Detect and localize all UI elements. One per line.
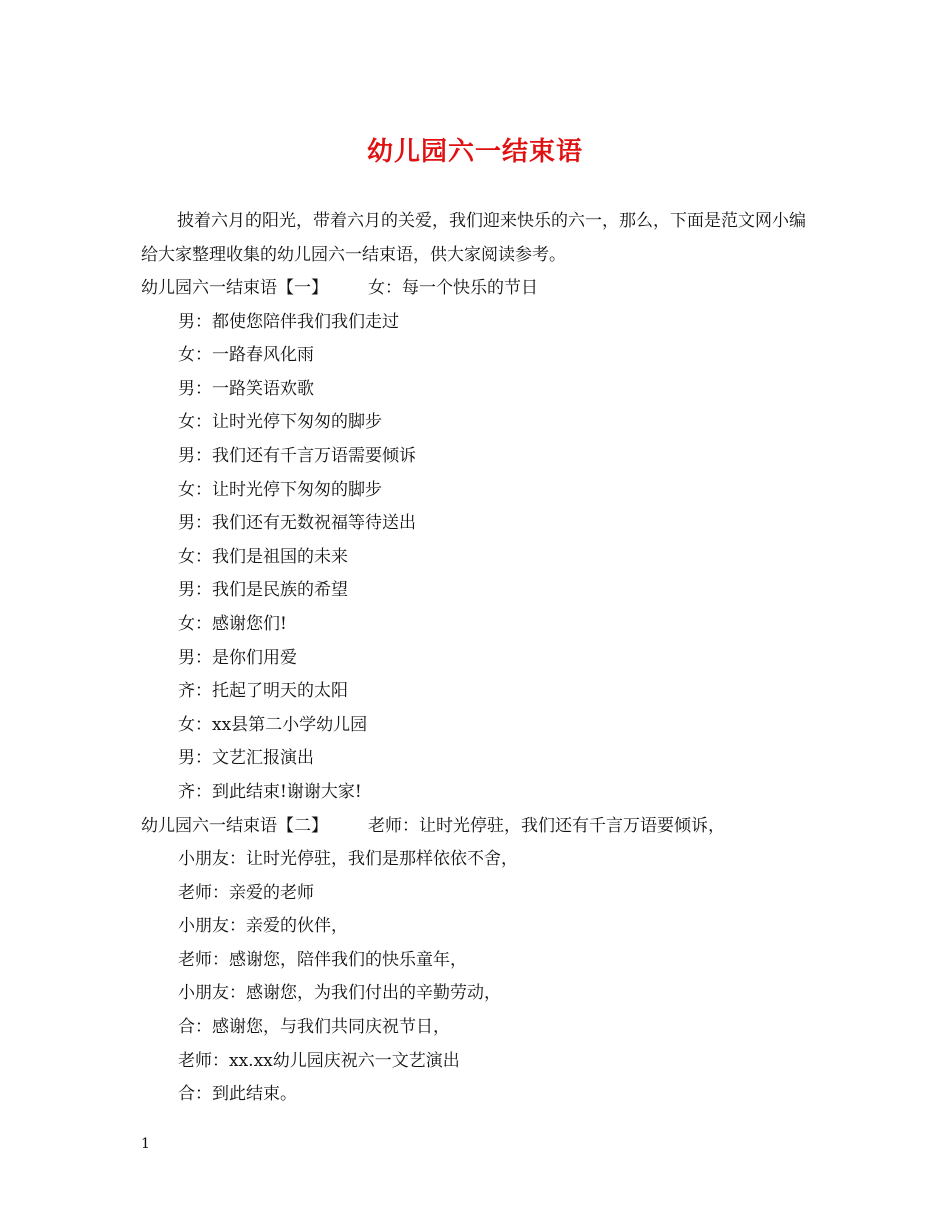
dialogue-line: 齐：到此结束!谢谢大家! — [178, 781, 362, 802]
dialogue-line: 女：每一个快乐的节日 — [368, 278, 538, 298]
dialogue-line: 老师：xx.xx幼儿园庆祝六一文艺演出 — [178, 1050, 460, 1071]
dialogue-line: 男：我们是民族的希望 — [178, 580, 348, 601]
section-heading-line — [141, 810, 821, 844]
dialogue-line: 男：都使您陪伴我们我们走过 — [178, 311, 399, 332]
page-number: 1 — [141, 1136, 150, 1152]
section-heading-line — [141, 272, 821, 306]
section-1-lines — [141, 306, 821, 810]
dialogue-line: 小朋友：亲爱的伙伴， — [178, 916, 348, 937]
dialogue-line: 女：让时光停下匆匆的脚步 — [178, 412, 382, 433]
dialogue-line: 男：我们还有千言万语需要倾诉 — [178, 445, 416, 466]
dialogue-line: 齐：托起了明天的太阳 — [178, 681, 348, 702]
dialogue-line: 男：一路笑语欢歌 — [178, 378, 314, 399]
dialogue-line: 小朋友：感谢您，为我们付出的辛勤劳动， — [178, 983, 501, 1004]
dialogue-line: 女：xx县第二小学幼儿园 — [178, 714, 368, 735]
dialogue-line: 合：到此结束。 — [178, 1084, 297, 1105]
intro-paragraph: 披着六月的阳光，带着六月的关爱，我们迎来快乐的六一，那么，下面是范文网小编给大家整理收集的幼儿园六一结束语，供大家阅读参考。 — [141, 211, 806, 265]
section-2-lines — [141, 843, 821, 1112]
dialogue-line: 男：是你们用爱 — [178, 647, 297, 668]
dialogue-line: 女：一路春风化雨 — [178, 345, 314, 366]
dialogue-line: 女：感谢您们! — [178, 613, 287, 634]
document-title: 幼儿园六一结束语 — [366, 137, 583, 167]
dialogue-line: 老师：感谢您，陪伴我们的快乐童年， — [178, 949, 467, 970]
dialogue-line: 老师：让时光停驻，我们还有千言万语要倾诉， — [368, 815, 725, 836]
dialogue-line: 男：文艺汇报演出 — [178, 748, 314, 769]
document-body — [141, 204, 821, 1112]
section-heading: 幼儿园六一结束语【二】 — [141, 815, 328, 836]
dialogue-line: 老师：亲爱的老师 — [178, 882, 314, 903]
dialogue-line: 女：我们是祖国的未来 — [178, 546, 348, 567]
dialogue-line: 合：感谢您，与我们共同庆祝节日， — [178, 1017, 450, 1038]
dialogue-line: 女：让时光停下匆匆的脚步 — [178, 479, 382, 500]
dialogue-line: 男：我们还有无数祝福等待送出 — [178, 513, 416, 534]
section-heading: 幼儿园六一结束语【一】 — [141, 278, 328, 298]
dialogue-line: 小朋友：让时光停驻，我们是那样依依不舍， — [178, 849, 518, 870]
